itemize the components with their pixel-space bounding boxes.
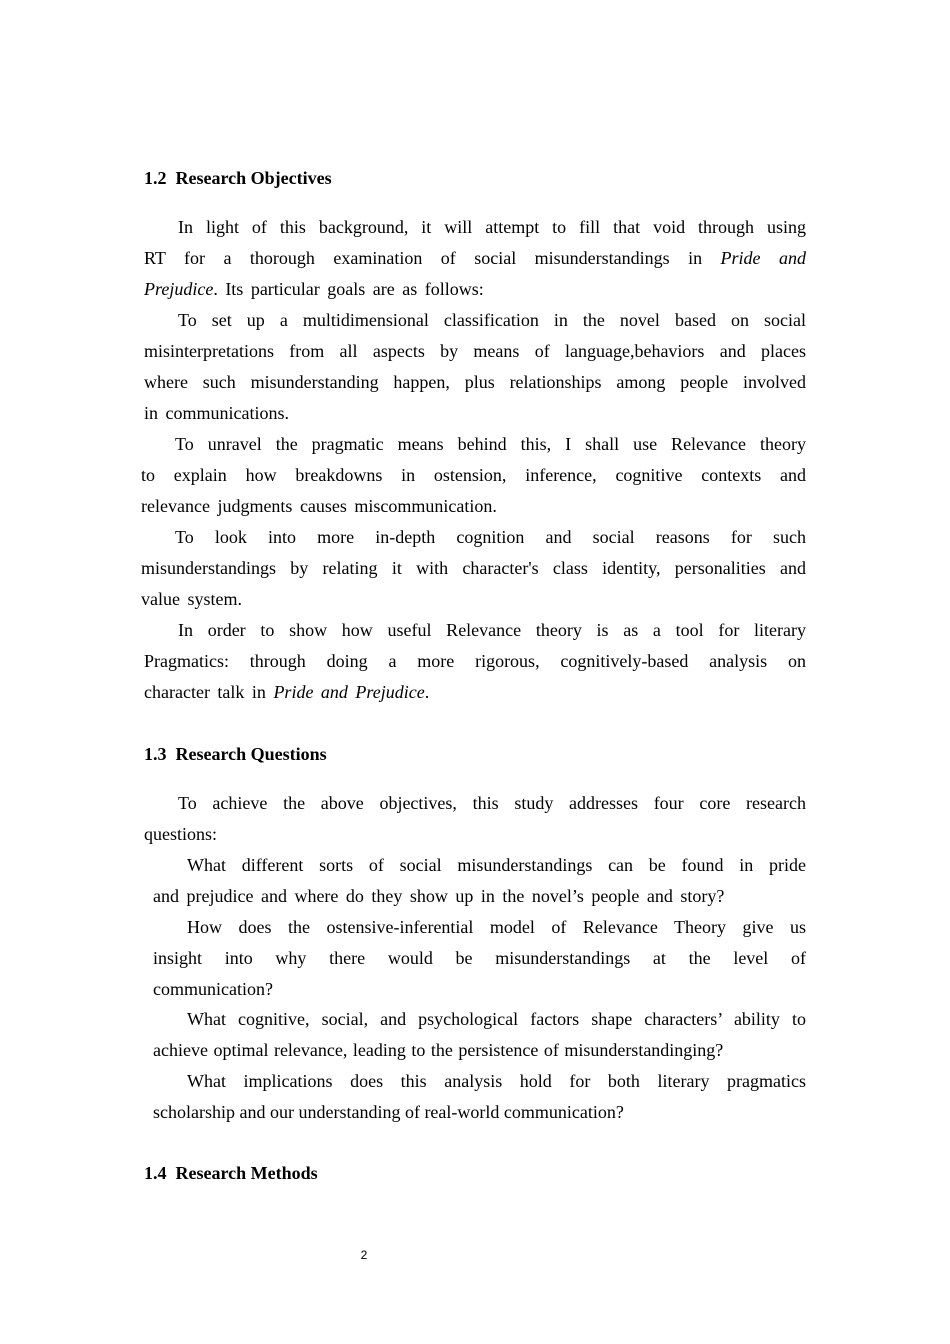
section-heading-research-questions: 1.3 Research Questions [144, 744, 327, 764]
section-heading-research-objectives: 1.2 Research Objectives [144, 168, 332, 188]
section-heading-research-methods: 1.4 Research Methods [144, 1163, 318, 1183]
text-span: . [424, 682, 430, 702]
objectives-paragraph-5 [144, 615, 806, 708]
text-line: to explain how breakdowns in ostension, inference, cognitive contexts and [141, 465, 806, 485]
text-line: To unravel the pragmatic means behind this, I shall use Relevance theory [175, 434, 806, 454]
text-line: insight into why there would be misunderstandings at the level of [153, 948, 806, 968]
research-question-3 [153, 1004, 806, 1066]
text-span: RT for a thorough examination of social misunderstandings in [144, 248, 721, 268]
text-line [144, 677, 806, 708]
text-line: In order to show how useful Relevance theory is as a tool for literary [178, 620, 806, 640]
questions-intro-paragraph [144, 788, 806, 850]
text-line: value system. [141, 589, 242, 609]
research-question-2 [153, 912, 806, 1005]
italic-title: Prejudice [144, 279, 214, 299]
text-line: achieve optimal relevance, leading to the persistence of misunderstandinging? [153, 1040, 724, 1060]
text-line: misinterpretations from all aspects by means of language,behaviors and places [144, 341, 806, 361]
text-line: in communications. [144, 403, 289, 423]
objectives-paragraph-2 [144, 305, 806, 429]
text-line: questions: [144, 824, 218, 844]
text-line: relevance judgments causes miscommunication. [141, 496, 497, 516]
objectives-paragraph-4 [141, 522, 806, 615]
research-question-4 [153, 1066, 806, 1128]
text-line: misunderstandings by relating it with character's class identity, personalities and [141, 558, 806, 578]
text-line [144, 243, 806, 274]
text-line: To look into more in-depth cognition and social reasons for such [175, 527, 806, 547]
text-line: How does the ostensive-inferential model of Relevance Theory give us [187, 917, 806, 937]
text-line: where such misunderstanding happen, plus relationships among people involved [144, 372, 806, 392]
text-line: scholarship and our understanding of real-world communication? [153, 1102, 624, 1122]
italic-title: Pride and Prejudice [273, 682, 425, 702]
text-line: communication? [153, 979, 273, 999]
objectives-paragraph-3 [141, 429, 806, 522]
text-span: character talk in [144, 682, 274, 702]
text-line: What implications does this analysis hold for both literary pragmatics [187, 1071, 806, 1091]
italic-title: Pride and [720, 248, 806, 268]
text-line: In light of this background, it will attempt to fill that void through using [178, 217, 806, 237]
text-line: and prejudice and where do they show up in the novel’s people and story? [153, 886, 725, 906]
research-question-1 [153, 850, 806, 912]
text-span: . Its particular goals are as follows: [213, 279, 484, 299]
objectives-paragraph-1 [144, 212, 806, 305]
text-line [144, 274, 806, 305]
text-line: To set up a multidimensional classification in the novel based on social [178, 310, 806, 330]
text-line: Pragmatics: through doing a more rigorous, cognitively-based analysis on [144, 651, 806, 671]
text-line: What cognitive, social, and psychological factors shape characters’ ability to [187, 1009, 806, 1029]
text-line: To achieve the above objectives, this study addresses four core research [178, 793, 806, 813]
text-line: What different sorts of social misunderstandings can be found in pride [187, 855, 806, 875]
page-number: 2 [360, 1248, 368, 1262]
